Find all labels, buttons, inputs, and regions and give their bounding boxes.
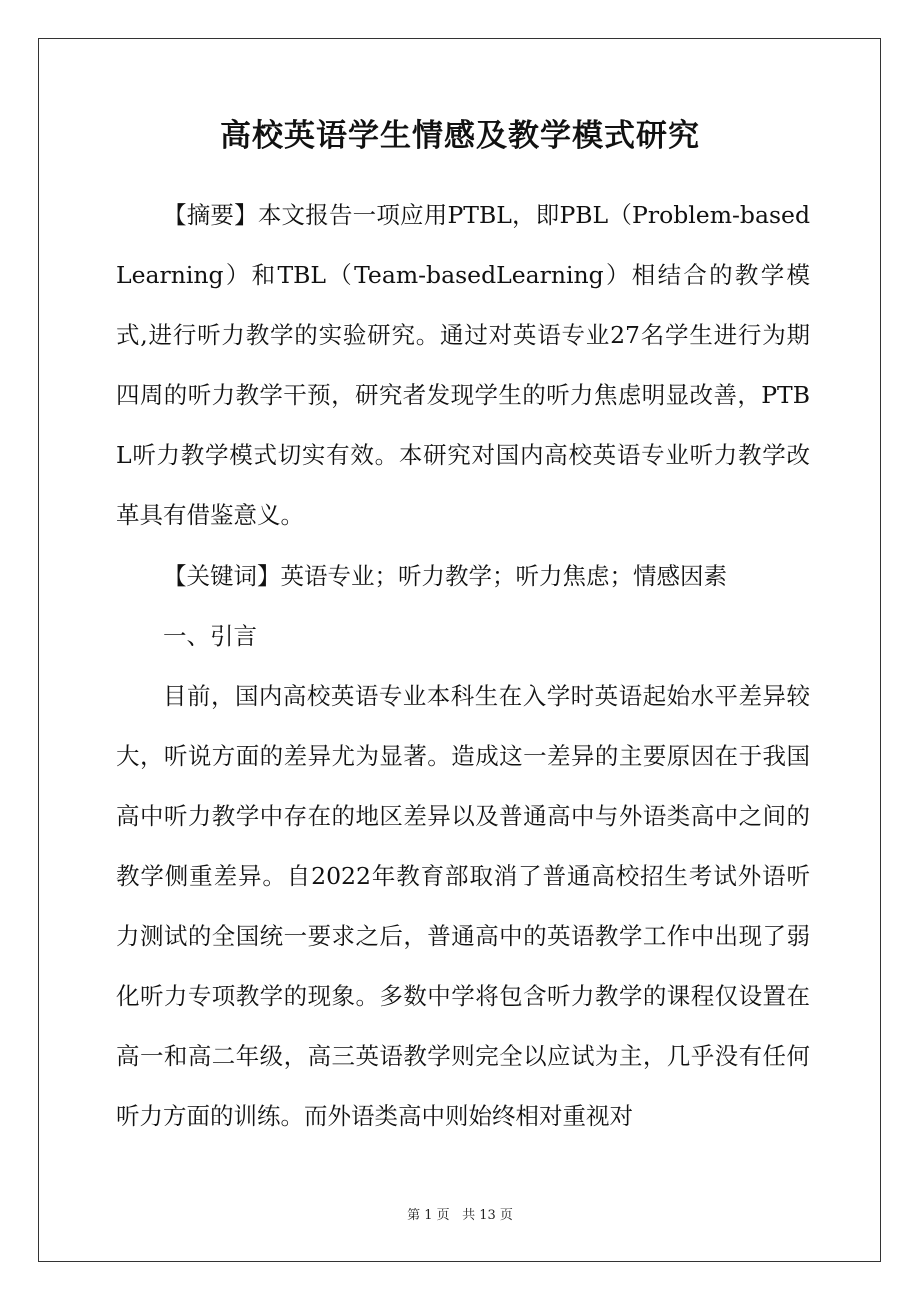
abstract-block bbox=[116, 185, 810, 545]
intro-block bbox=[116, 666, 810, 1146]
page-number: 第 1 页 bbox=[407, 1208, 450, 1223]
page-footer bbox=[0, 1206, 920, 1226]
abstract-paragraph: 【摘要】本文报告一项应用PTBL，即PBL（Problem-basedLearning）和TBL（Team-basedLearning）相结合的教学模式,进行听力教学的实验研究。通过对英语专业27名学生进行为期四周的听力教学干预，研究者发现学生的听力焦虑明显改善，PTBL听力教学模式切实有效。本研究对国内高校英语专业听力教学改革具有借鉴意义。 bbox=[116, 201, 810, 529]
document-title: 高校英语学生情感及教学模式研究 bbox=[220, 118, 700, 154]
keywords-block bbox=[116, 546, 810, 606]
keywords-paragraph: 【关键词】英语专业；听力教学；听力焦虑；情感因素 bbox=[163, 562, 727, 590]
section-heading: 一、引言 bbox=[163, 622, 257, 650]
intro-paragraph: 目前，国内高校英语专业本科生在入学时英语起始水平差异较大，听说方面的差异尤为显著。造成这一差异的主要原因在于我国高中听力教学中存在的地区差异以及普通高中与外语类高中之间的教学侧重差异。自2022年教育部取消了普通高校招生考试外语听力测试的全国统一要求之后，普通高中的英语教学工作中出现了弱化听力专项教学的现象。多数中学将包含听力教学的课程仅设置在高一和高二年级，高三英语教学则完全以应试为主，几乎没有任何听力方面的训练。而外语类高中则始终相对重视对 bbox=[116, 682, 810, 1130]
page-total: 共 13 页 bbox=[462, 1208, 513, 1223]
section-heading-block bbox=[116, 606, 810, 666]
